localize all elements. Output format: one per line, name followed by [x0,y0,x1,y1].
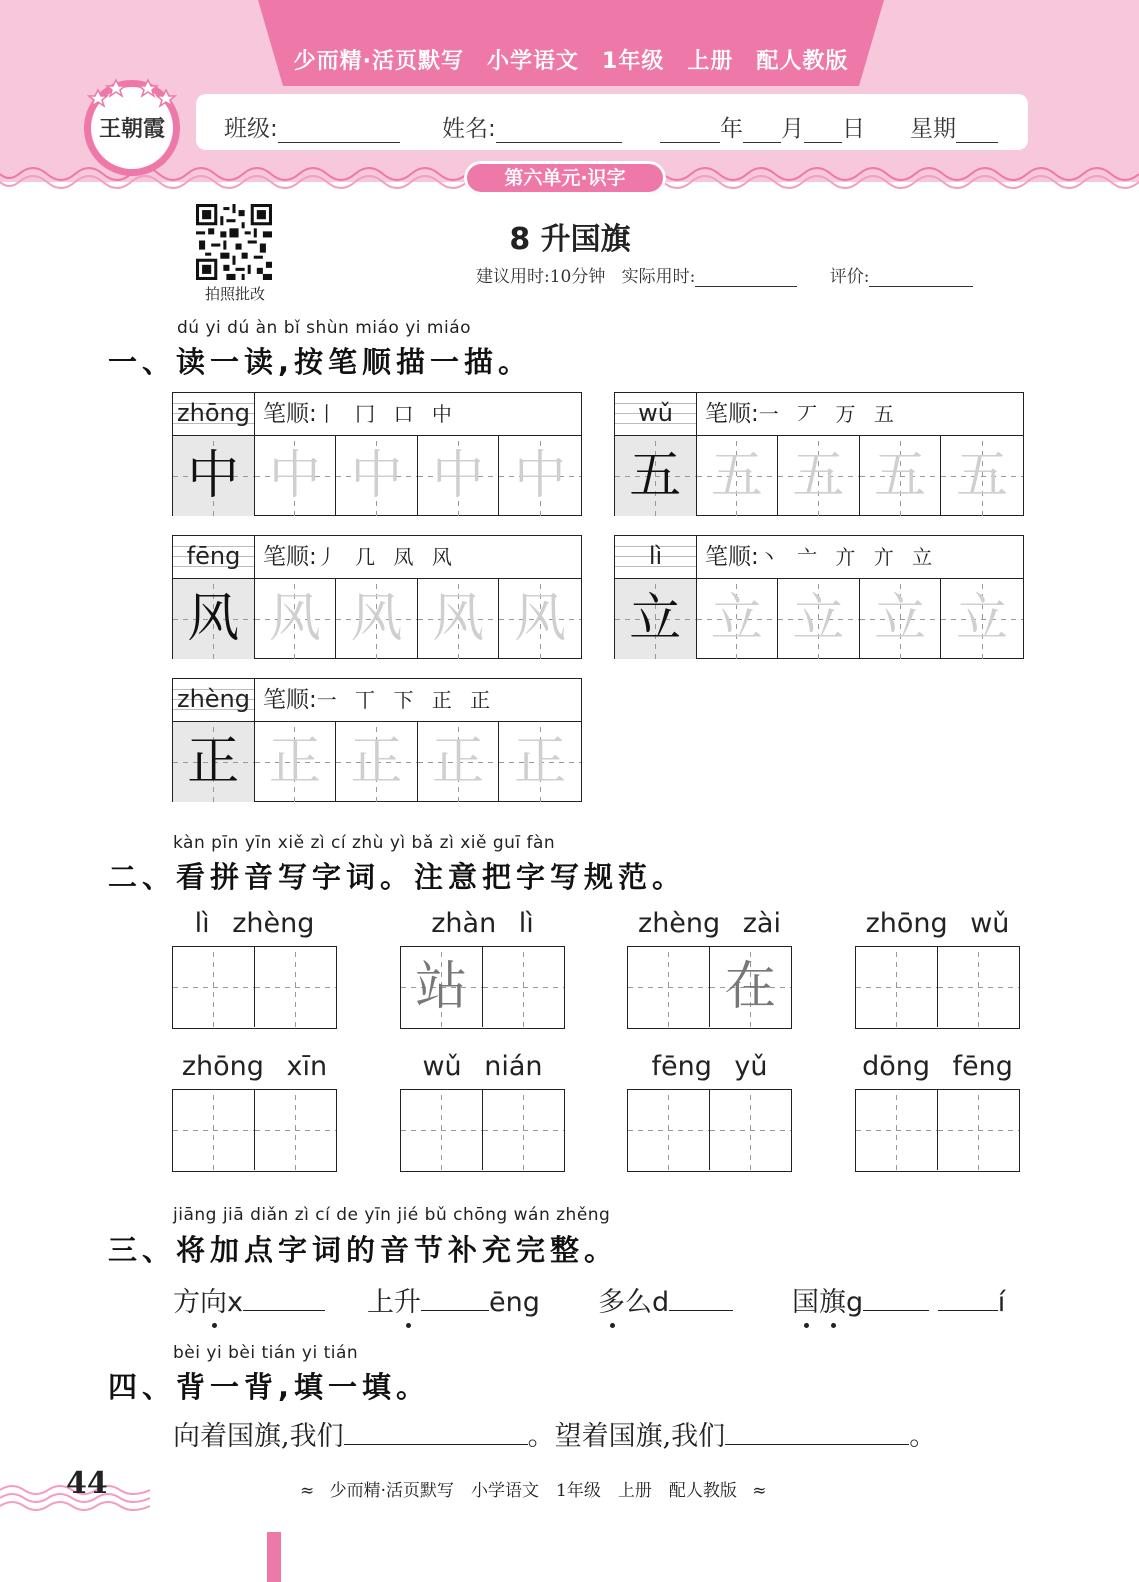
section2-title: 二、看拼音写字词。注意把字写规范。 [108,860,687,894]
trace-cell[interactable]: 立 [697,579,779,659]
actual-time-blank[interactable] [695,268,797,287]
name-blank[interactable] [496,120,622,143]
trace-cell[interactable]: 风 [418,579,500,659]
stroke-sequence: 一 丆 万 五 [758,402,900,426]
write-box[interactable] [173,947,255,1027]
stroke-order-label: 笔顺: [263,544,317,570]
grid-pinyin: wǔ [615,393,697,435]
time-line [476,262,973,287]
weekday-blank[interactable] [956,120,998,143]
fill-item [173,1280,325,1319]
stroke-order [697,393,1023,435]
stroke-order-label: 笔顺: [263,401,317,427]
dotted-char: 国 [792,1287,819,1318]
word-pinyin: lì zhèng [194,908,315,939]
practice-grid-wu [614,392,1024,516]
model-char: 正 [173,722,255,802]
stroke-order-label: 笔顺: [705,401,759,427]
trace-cell[interactable]: 立 [778,579,860,659]
page-number: 44 [66,1466,108,1501]
stroke-order [255,393,581,435]
trace-cell[interactable]: 风 [336,579,418,659]
year-label: 年 [720,116,743,142]
trace-cell[interactable]: 中 [255,436,337,516]
unit-badge: 第六单元·识字 [464,161,666,195]
model-char: 五 [615,436,697,516]
recite-part1: 向着国旗,我们 [173,1421,344,1452]
stroke-order [255,679,581,721]
write-box[interactable] [255,1090,337,1170]
class-blank[interactable] [278,120,400,143]
write-box[interactable]: 在 [710,947,792,1027]
trace-cell[interactable]: 五 [697,436,779,516]
syllable-suffix: ēng [489,1287,540,1318]
stroke-sequence: 丶 亠 亣 亣 立 [758,545,939,569]
syllable-blank[interactable] [863,1286,929,1311]
write-box[interactable] [401,1090,483,1170]
evaluation-label: 评价: [829,267,870,287]
month-blank[interactable] [743,120,781,143]
word-pinyin: zhōng wǔ [865,908,1010,939]
word-pinyin: zhàn lì [431,908,534,939]
practice-grid-li [614,535,1024,659]
section1-pinyin: dú yi dú àn bǐ shùn miáo yi miáo [177,318,472,338]
grid-pinyin: fēng [173,536,255,578]
evaluation-blank[interactable] [869,268,973,287]
practice-grid-zheng [172,678,582,802]
syllable-prefix: x [227,1287,243,1318]
suggested-time: 建议用时:10分钟 [476,267,606,287]
stroke-sequence: 丨 冂 口 中 [316,402,458,426]
syllable-prefix: d [652,1287,670,1318]
qr-caption: 拍照批改 [204,285,265,303]
recite-end: 。 [909,1421,937,1452]
trace-cell[interactable]: 五 [941,436,1023,516]
write-box[interactable] [856,1090,938,1170]
syllable-prefix: g [846,1287,864,1318]
recite-sentence [173,1414,936,1453]
syllable-blank[interactable] [421,1286,489,1311]
stroke-order-label: 笔顺: [705,544,759,570]
footer-text: ≈ 少而精·活页默写 小学语文 1年级 上册 配人教版 ≈ [300,1481,767,1501]
model-char: 风 [173,579,255,659]
section2-pinyin: kàn pīn yīn xiě zì cí zhù yì bǎ zì xiě guī fàn [173,833,556,853]
trace-cell[interactable]: 中 [418,436,500,516]
trace-cell[interactable]: 中 [336,436,418,516]
class-label: 班级: [224,116,278,142]
section3-pinyin: jiāng jiā diǎn zì cí de yīn jié bǔ chōng wán zhěng [173,1205,611,1225]
stroke-sequence: 丿 几 凤 风 [316,545,458,569]
word-char: 么 [625,1287,652,1318]
lesson-title: 8 升国旗 [509,222,631,257]
stroke-order-label: 笔顺: [263,687,317,713]
series-title: 少而精·活页默写 小学语文 1年级 上册 配人教版 [293,49,849,74]
dotted-char: 升 [394,1287,421,1318]
word-char: 方 [173,1287,200,1318]
stroke-order [697,536,1023,578]
syllable-blank[interactable] [243,1286,325,1311]
dotted-char: 多 [598,1287,625,1318]
write-box[interactable] [938,1090,1020,1170]
trace-cell[interactable]: 正 [255,722,337,802]
recite-blank-1[interactable] [344,1420,528,1445]
weekday-label: 星期 [910,116,956,142]
day-blank[interactable] [804,120,842,143]
write-box[interactable] [483,1090,565,1170]
stroke-sequence: 一 丅 下 正 正 [316,688,497,712]
write-box[interactable] [628,1090,710,1170]
pink-edge-bar [267,1532,281,1582]
fill-item [367,1280,540,1319]
trace-cell[interactable]: 正 [336,722,418,802]
logo-text: 王朝霞 [98,116,166,142]
word-char: 上 [367,1287,394,1318]
trace-cell[interactable]: 风 [499,579,581,659]
fill-item [792,1280,1005,1319]
trace-cell[interactable]: 风 [255,579,337,659]
actual-time-label: 实际用时: [621,267,696,287]
word-pinyin: fēng yǔ [651,1051,768,1082]
trace-cell[interactable]: 立 [941,579,1023,659]
weekday-field[interactable] [910,110,998,143]
word-pinyin: zhèng zài [638,908,781,939]
qr-code-icon[interactable] [196,204,272,280]
grid-pinyin: zhōng [173,393,255,435]
name-field[interactable] [442,110,622,143]
year-blank[interactable] [660,120,720,143]
write-box[interactable] [856,947,938,1027]
section3-title: 三、将加点字词的音节补充完整。 [108,1233,619,1267]
section4-pinyin: bèi yi bèi tián yi tián [173,1343,359,1363]
dotted-char: 旗 [819,1287,846,1318]
word-pinyin: dōng fēng [862,1051,1013,1082]
write-box[interactable] [710,1090,792,1170]
trace-cell[interactable]: 正 [418,722,500,802]
trace-cell[interactable]: 正 [499,722,581,802]
write-box[interactable] [483,947,565,1027]
stroke-order [255,536,581,578]
write-box[interactable] [938,947,1020,1027]
syllable-blank[interactable] [938,1286,998,1311]
month-label: 月 [781,116,804,142]
trace-cell[interactable]: 五 [860,436,942,516]
section1-title: 一、读一读,按笔顺描一描。 [108,345,533,379]
brand-logo [78,72,186,180]
grid-pinyin: lì [615,536,697,578]
date-field[interactable] [660,110,865,143]
recite-part2: 。望着国旗,我们 [527,1421,726,1452]
fill-item [598,1280,733,1319]
write-box[interactable] [628,947,710,1027]
recite-blank-2[interactable] [725,1420,909,1445]
trace-cell[interactable]: 立 [860,579,942,659]
practice-grid-feng [172,535,582,659]
write-box[interactable]: 站 [401,947,483,1027]
class-field[interactable] [224,110,400,143]
section4-title: 四、背一背,填一填。 [108,1370,431,1404]
word-pinyin: wǔ nián [422,1051,543,1082]
name-label: 姓名: [442,116,496,142]
write-box[interactable] [255,947,337,1027]
syllable-suffix: í [997,1287,1006,1318]
model-char: 中 [173,436,255,516]
practice-grid-zhong [172,392,582,516]
grid-pinyin: zhèng [173,679,255,721]
trace-cell[interactable]: 五 [778,436,860,516]
dotted-char: 向 [200,1287,227,1318]
day-label: 日 [842,116,865,142]
model-char: 立 [615,579,697,659]
syllable-blank[interactable] [669,1286,733,1311]
write-box[interactable] [173,1090,255,1170]
trace-cell[interactable]: 中 [499,436,581,516]
word-pinyin: zhōng xīn [181,1051,328,1082]
